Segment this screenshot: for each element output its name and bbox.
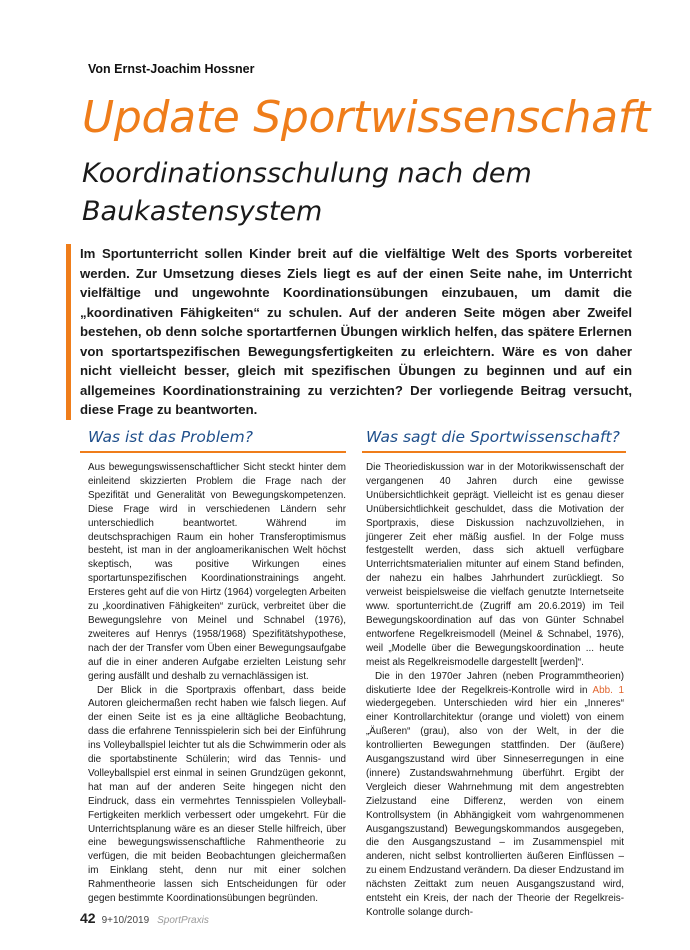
left-column [88, 461, 346, 906]
right-paragraph-2 [366, 670, 624, 920]
author-byline: Von Ernst-Joachim Hossner [88, 62, 255, 76]
right-paragraph-2-start: Die in den 1970er Jahren (neben Programmtheorien) diskutierte Idee der Regelkreis-Kontrolle wird in [366, 670, 624, 696]
left-paragraph-2: Der Blick in die Sportpraxis offenbart, dass beide Autoren gleichermaßen recht haben wie falsch liegen. Auf der einen Seite ist es ja eine alltägliche Beobachtung, dass die erfahrene Tennisspielerin sich bei der Einführung ins Volleyballspiel leichter tut als die Schwimmerin oder als die sportabstinente Schülerin; wird das Tennis- und Volleyballspiel erst einmal in seinen Grundzügen gekonnt, hat man auf der anderen Seite hingegen nicht den Eindruck, dass ein vermehrtes Tennisspielen Volleyball-Fertigkeiten merklich verbessert oder umgekehrt. Für die Unterrichtsplanung wäre es an dieser Stelle hilfreich, über eine bewegungswissenschaftliche Rahmentheorie zu verfügen, die mit beiden Beobachtungen gleichermaßen im Einklang steht, denn nur mit einer solchen Rahmentheorie lassen sich Entscheidungen für oder gegen bestimmte Koordinationsübungen begründen. [88, 684, 346, 905]
page-number: 42 [80, 910, 96, 926]
page-footer [80, 910, 209, 926]
left-heading-rule [80, 451, 346, 453]
left-column-heading: Was ist das Problem? [88, 428, 253, 446]
magazine-name: SportPraxis [157, 915, 209, 926]
issue-number: 9+10/2019 [101, 915, 150, 926]
right-paragraph-1: Die Theoriediskussion war in der Motorikwissenschaft der vergangenen 40 Jahren durch eine gewisse Unübersichtlichkeit geprägt. Vielleicht ist es genau dieser Unübersichtlichkeit geschuldet, dass die Motivation der Sportpraxis, diese Diskussion nachzuvollziehen, in jüngerer Zeit eher mäßig ausfiel. In der Folge muss festgestellt werden, dass sich aktuell verfügbare Unterrichtsmaterialien mitunter auf einem Stand befinden, der nahezu ein halbes Jahrhundert zurückliegt. So verweist beispielsweise die vielfach genutzte Internetseite www. sportunterricht.de (Zugriff am 20.6.2019) im Teil Bewegungskoordination auf das von Günter Schnabel entworfene Regelkreismodell (Meinel & Schnabel, 1976), weil „Modelle über die Bewegungskoordination ... heute meist als Regelkreismodelle dargestellt [werden]“. [366, 462, 624, 668]
lead-paragraph: Im Sportunterricht sollen Kinder breit auf die vielfältige Welt des Sports vorbereitet werden. Zur Umsetzung dieses Ziels liegt es auf der einen Seite nahe, im Unterricht vielfältige und ungewohnte Koordinationsübungen einzubauen, um damit die „koordinativen Fähigkeiten“ zu schulen. Auf der anderen Seite mögen aber Zweifel bestehen, ob denn solche sportartfernen Übungen wirklich helfen, das spätere Erlernen von sportartspezifischen Bewegungsfertigkeiten zu erleichtern. Wäre es von daher nicht vielleicht besser, gleich mit spezifischen Übungen zu beginnen und auf ein allgemeines Koordinationstraining zu verzichten? Der vorliegende Beitrag versucht, diese Frage zu beantworten. [80, 246, 632, 417]
lead-accent-bar [66, 244, 71, 420]
subtitle-line-2: Baukastensystem [82, 196, 323, 227]
right-column-heading: Was sagt die Sportwissenschaft? [366, 428, 620, 446]
right-heading-rule [362, 451, 626, 453]
subtitle-line-1: Koordinationsschulung nach dem [82, 158, 532, 189]
right-paragraph-2-end: wiedergegeben. Unterschieden wird hier ein „Inneres“ einer Kontrollarchitektur (orange und violett) von einem „Äußeren“ (grau), also von der Welt, in der die kontrollierten Bewegungen stattfinden. Der (äußere) Ausgangszustand wird über Sinneserregungen in eine (innere) Zustandswahrnehmung überführt. Ergibt der Vergleich dieser Wahrnehmung mit dem angestrebten Zielzustand eine Differenz, werden von einem Kontrollsystem (in Abhängigkeit vom wahrgenommenen Ausgangszustand) Bewegungskommandos ausgegeben, die den Ausgangszustand – im Zusammenspiel mit anderen, nicht selbst kontrollierten äußeren Einflüssen – zu einem Endzustand verändern. Da dieser Endzustand im nächsten Zeittakt zum neuen Ausgangszustand wird, entsteht ein Kreis, der nach der Theorie der Regelkreis-Kontrolle solange durch- [366, 698, 624, 918]
right-column [366, 461, 624, 920]
left-paragraph-1: Aus bewegungswissenschaftlicher Sicht steckt hinter dem einleitend skizzierten Problem die Frage nach der Spezifität und Generalität von Bewegungskompetenzen. Diese Frage wird in verschiedenen Ländern sehr unterschiedlich beantwortet. Während im deutschsprachigen Raum ein hoher Transferoptimismus besteht, ist man in der angloamerikanischen Welt höchst skeptisch, was positive Wirkungen eines sportartunspezifischen Koordinationstrainings angeht. Ersteres geht auf die von Hirtz (1964) vorgelegten Arbeiten zu „koordinativen Fähigkeiten“ zurück, verbreitet über die Bewegungslehre von Meinel und Schnabel (1976), zweiteres auf Henrys (1958/1968) Spezifitätshypothese, nach der der Transfer vom Üben einer Bewegungsaufgabe auf die in einer anderen Aufgabe erzielten Leistung sehr gering ausfällt und deshalb zu vernachlässigen ist. [88, 462, 346, 682]
article-subtitle [82, 155, 532, 231]
figure-reference-link[interactable]: Abb. 1 [592, 684, 624, 696]
article-title: Update Sportwissenschaft [82, 92, 650, 143]
